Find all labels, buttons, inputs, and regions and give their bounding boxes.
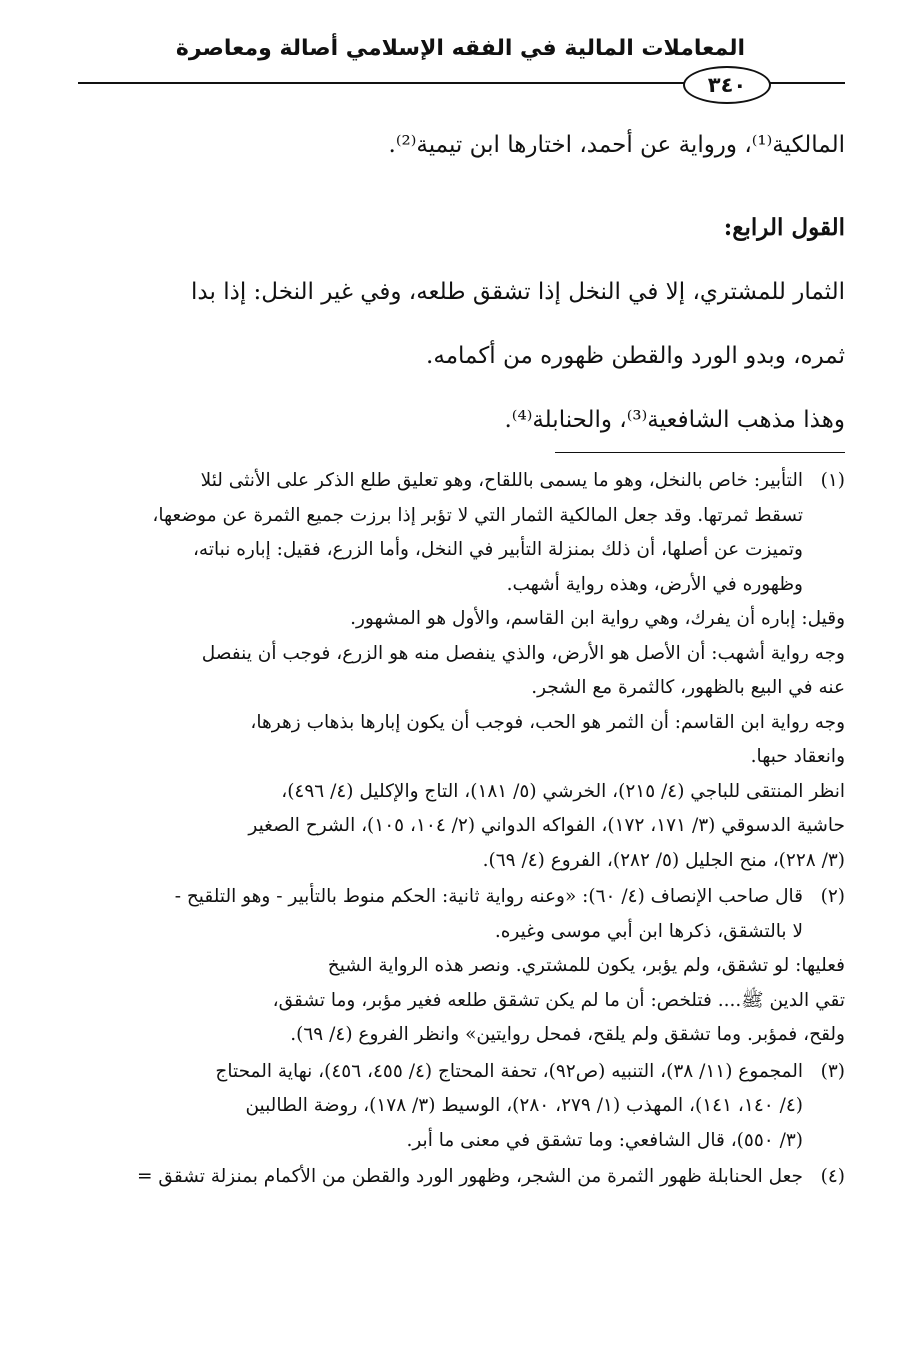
main-line-1: المالكية⁽¹⁾، ورواية عن أحمد، اختارها ابن تيمية⁽²⁾. [388, 132, 845, 158]
footnote-line: فعليها: لو تشقق، ولم يؤبر، يكون للمشتري. ونصر هذه الرواية الشيخ [327, 955, 845, 976]
footnote-number: (١) [820, 470, 845, 491]
footnote-line: وجه رواية أشهب: أن الأصل هو الأرض، والذي ينفصل منه هو الزرع، فوجب أن ينفصل [201, 642, 845, 664]
footnote-body [78, 1160, 803, 1195]
footnote-number: (٤) [820, 1166, 845, 1187]
section-heading: القول الرابع: [723, 214, 845, 241]
footnote-body [78, 880, 845, 1053]
main-text [78, 122, 845, 452]
running-title: المعاملات المالية في الفقه الإسلامي أصالة ومعاصرة [175, 36, 746, 61]
footnotes [78, 464, 845, 1195]
footnote [78, 464, 845, 878]
footnote-line: تقي الدين ﷺ.... فتلخص: أن ما لم يكن تشقق طلعه فغير مؤبر، وما تشقق، [272, 989, 845, 1011]
footnote-line: عنه في البيع بالظهور، كالثمرة مع الشجر. [531, 677, 845, 698]
footnote-line: (٣/ ٢٢٨)، منح الجليل (٥/ ٢٨٢)، الفروع (٤/ ٦٩). [482, 849, 845, 871]
footnote-line: المجموع (١١/ ٣٨)، التنبيه (ص٩٢)، تحفة المحتاج (٤/ ٤٥٥، ٤٥٦)، نهاية المحتاج [215, 1060, 803, 1082]
footnote-line: حاشية الدسوقي (٣/ ١٧١، ١٧٢)، الفواكه الدواني (٢/ ١٠٤، ١٠٥)، الشرح الصغير [248, 815, 845, 836]
footnote-line: قال صاحب الإنصاف (٤/ ٦٠): «وعنه رواية ثانية: الحكم منوط بالتأبير - وهو التلقيح - [174, 886, 803, 907]
footnote-line: وجه رواية ابن القاسم: أن الثمر هو الحب، فوجب أن يكون إبارها بذهاب زهرها، [250, 711, 845, 733]
main-line-3: ثمره، وبدو الورد والقطن ظهوره من أكمامه. [426, 343, 845, 369]
footnote-separator [555, 452, 845, 453]
footnote-body [78, 1055, 803, 1159]
footnote [78, 1160, 845, 1195]
footnote-line: وتميزت عن أصلها، أن ذلك بمنزلة التأبير في النخل، وأما الزرع، فقيل: إباره نباته، [192, 539, 803, 560]
footnote-line: وقيل: إباره أن يفرك، وهي رواية ابن القاسم، والأول هو المشهور. [350, 608, 845, 629]
footnote-line: ولقح، فمؤبر. وما تشقق ولم يلقح، فمحل روايتين» وانظر الفروع (٤/ ٦٩). [290, 1024, 845, 1045]
footnote-line: تسقط ثمرتها. وقد جعل المالكية الثمار التي لا تؤبر إذا برزت جميع الثمرة عن موضعها، [152, 504, 803, 526]
page-number: ٣٤٠ [707, 73, 747, 97]
footnote-line: (٤/ ١٤٠، ١٤١)، المهذب (١/ ٢٧٩، ٢٨٠)، الوسيط (٣/ ١٧٨)، روضة الطالبين [245, 1095, 803, 1116]
footnote [78, 880, 845, 1053]
footnote-line: انظر المنتقى للباجي (٤/ ٢١٥)، الخرشي (٥/ ١٨١)، التاج والإكليل (٤/ ٤٩٦)، [281, 780, 845, 802]
page-number-oval [683, 66, 771, 104]
footnote-number: (٢) [820, 886, 845, 907]
main-line-2: الثمار للمشتري، إلا في النخل إذا تشقق طلعه، وفي غير النخل: إذا بدا [191, 279, 845, 305]
footnote-line: وظهوره في الأرض، وهذه رواية أشهب. [506, 573, 803, 595]
footnote-line: جعل الحنابلة ظهور الثمرة من الشجر، وظهور الورد والقطن من الأكمام بمنزلة تشقق = [137, 1166, 803, 1187]
footnote-line: (٣/ ٥٥٠)، قال الشافعي: وما تشقق في معنى ما أبر. [406, 1129, 803, 1151]
footnote-line: التأبير: خاص بالنخل، وهو ما يسمى باللقاح، وهو تعليق طلع الذكر على الأنثى لئلا [200, 470, 803, 491]
footnote-line: وانعقاد حبها. [750, 746, 845, 767]
footnote-number: (٣) [820, 1060, 845, 1082]
footnote-body [78, 464, 845, 878]
footnote-line: لا بالتشقق، ذكرها ابن أبي موسى وغيره. [494, 920, 803, 942]
main-line-4: وهذا مذهب الشافعية⁽³⁾، والحنابلة⁽⁴⁾. [504, 407, 845, 433]
footnote [78, 1055, 845, 1159]
